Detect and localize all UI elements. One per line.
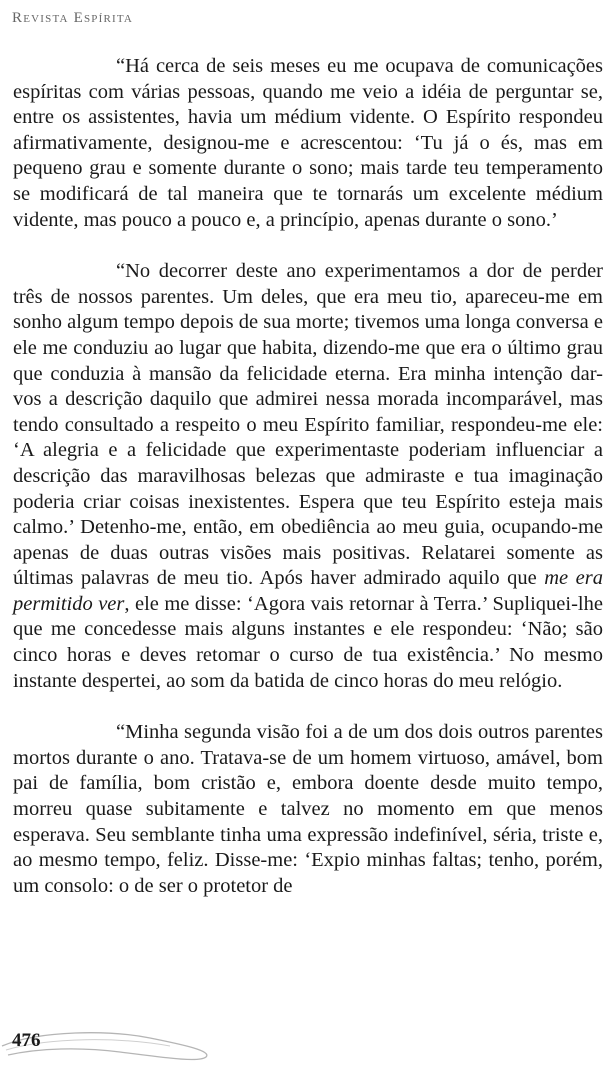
text-block: [13, 54, 603, 899]
paragraph-2-italic: me era permitido ver: [13, 567, 604, 615]
paragraph-1: “Há cerca de seis meses eu me ocupava de comunicações espíritas com várias pessoas, quando me veio a idéia de perguntar se, entre os assistentes, havia um médium vidente. O Espírito respondeu afirmativamente, designou-me e acrescentou: ‘Tu já o és, mas em pequeno grau e somente durante o sono; mais tarde teu temperamento se modificará de tal maneira que te tornarás um excelente médium vidente, mas pouco a pouco e, a princípio, apenas durante o sono.’: [13, 55, 603, 231]
paragraph-2: [13, 259, 603, 694]
page-number: 476: [12, 1030, 41, 1051]
paragraph-2-part-b: , ele me disse: ‘Agora vais retornar à Terra.’ Supliquei-lhe que me concedesse mais alguns instantes e ele respondeu: ‘Não; são cinco horas e deves retomar o curso de tua existência.’ No mesmo instante despertei, ao som da batida de cinco horas do meu relógio.: [13, 592, 603, 692]
running-head: Revista Espírita: [12, 10, 134, 26]
paragraph-2-part-a: “No decorrer deste ano experimentamos a dor de perder três de nossos parentes. Um deles, que era meu tio, apareceu-me em sonho algum tempo depois de sua morte; tivemos uma longa conversa e ele me conduziu ao lugar que habita, dizendo-me que era o último grau que conduzia à mansão da felicidade eterna. Era minha intenção dar-vos a descrição daquilo que admirei nessa morada incomparável, mas tendo consultado a respeito o meu Espírito familiar, respondeu-me ele: ‘A alegria e a felicidade que experimentaste poderiam influenciar a descrição das maravilhosas belezas que admiraste e tua imaginação poderia criar coisas inexistentes. Espera que teu Espírito esteja mais calmo.’ Detenho-me, então, em obediência ao meu guia, ocupando-me apenas de duas outras visões mais positivas. Relatarei somente as últimas palavras de meu tio. Após haver admirado aquilo que: [13, 260, 603, 590]
paragraph-3: “Minha segunda visão foi a de um dos dois outros parentes mortos durante o ano. Tratava-se de um homem virtuoso, amável, bom pai de família, bom cristão e, embora doente desde muito tempo, morreu quase subitamente e talvez no momento em que menos esperava. Seu semblante tinha uma expressão indefinível, séria, triste e, ao mesmo tempo, feliz. Disse-me: ‘Expio minhas faltas; tenho, porém, um consolo: o de ser o protetor de: [13, 721, 603, 897]
